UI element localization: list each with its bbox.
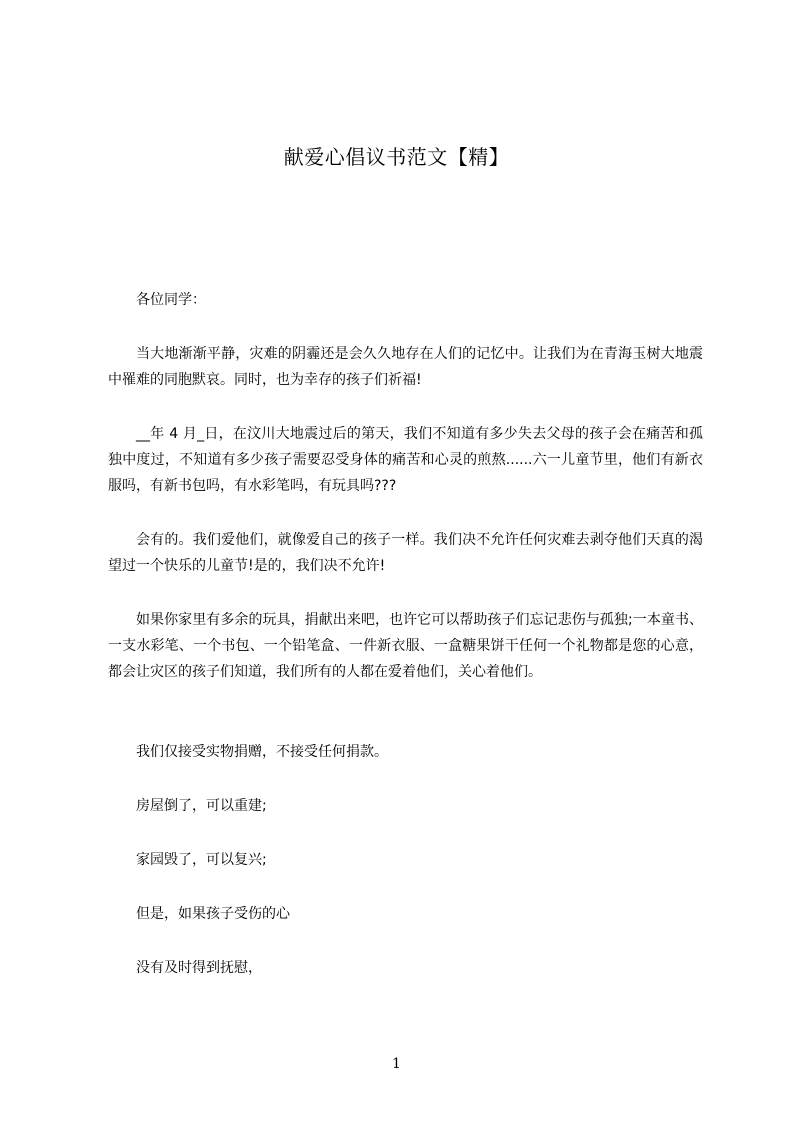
paragraph-9: 没有及时得到抚慰， — [136, 960, 262, 976]
paragraph-8: 但是，如果孩子受伤的心 — [136, 906, 290, 922]
paragraph-5: 我们仅接受实物捐赠，不接受任何捐款。 — [136, 744, 388, 760]
document-title: 献爱心倡议书范文【精】 — [283, 145, 510, 169]
paragraph-6: 房屋倒了，可以重建; — [136, 798, 267, 814]
paragraph-1: 当大地渐渐平静，灾难的阴霾还是会久久地存在人们的记忆中。让我们为在青海玉树大地震中罹难的同胞默哀。同时，也为幸存的孩子们祈福! — [108, 346, 703, 388]
salutation: 各位同学： — [136, 292, 206, 308]
paragraph-7: 家园毁了，可以复兴; — [136, 852, 267, 868]
paragraph-3: 会有的。我们爱他们，就像爱自己的孩子一样。我们决不允许任何灾难去剥夺他们天真的渴望过一个快乐的儿童节!是的，我们决不允许! — [108, 532, 703, 574]
page-number: 1 — [392, 1056, 401, 1072]
paragraph-2: __年 4 月_日，在汶川大地震过后的第天，我们不知道有多少失去父母的孩子会在痛苦和孤独中度过，不知道有多少孩子需要忍受身体的痛苦和心灵的煎熬......六一儿童节里，他们有新衣服吗，有新书包吗，有水彩笔吗，有玩具吗??? — [108, 426, 703, 494]
paragraph-4: 如果你家里有多余的玩具，捐献出来吧，也许它可以帮助孩子们忘记悲伤与孤独;一本童书、一支水彩笔、一个书包、一个铅笔盒、一件新衣服、一盒糖果饼干任何一个礼物都是您的心意，都会让灾区的孩子们知道，我们所有的人都在爱着他们，关心着他们。 — [108, 612, 703, 680]
